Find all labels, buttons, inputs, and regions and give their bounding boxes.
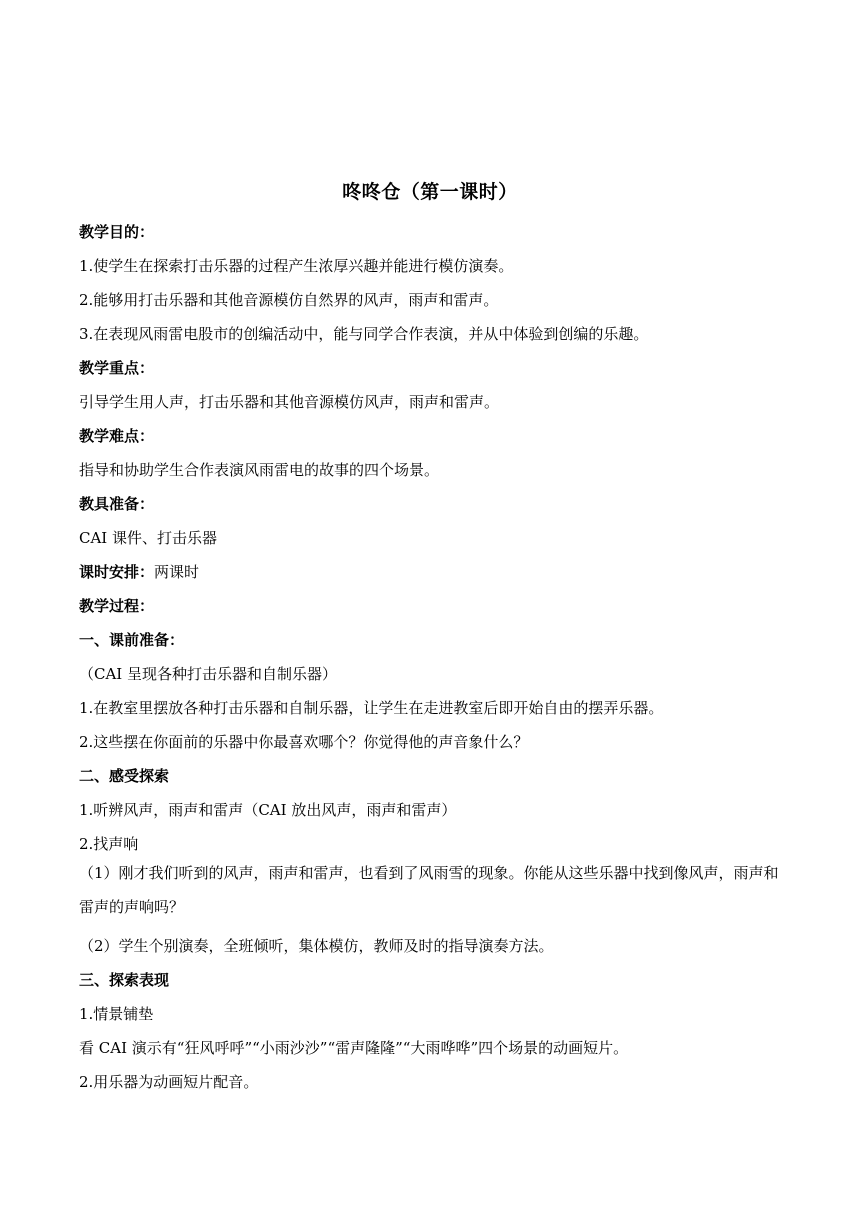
goal-item-2: 2.能够用打击乐器和其他音源模仿自然界的风声，雨声和雷声。 [79, 291, 499, 309]
focus-text: 引导学生用人声，打击乐器和其他音源模仿风声，雨声和雷声。 [79, 393, 500, 411]
tools-text: CAI 课件、打击乐器 [79, 529, 218, 547]
section3-item-1-text: 看 CAI 演示有“狂风呼呼”“小雨沙沙”“雷声隆隆”“大雨哗哗”四个场景的动画短片。 [79, 1039, 629, 1057]
schedule-text: 两课时 [154, 563, 200, 581]
goal-item-3: 3.在表现风雨雷电股市的创编活动中，能与同学合作表演，并从中体验到创编的乐趣。 [79, 325, 649, 343]
section3-item-1: 1.情景铺垫 [79, 1005, 154, 1023]
difficulty-text: 指导和协助学生合作表演风雨雷电的故事的四个场景。 [79, 461, 440, 479]
section1-item-1: 1.在教室里摆放各种打击乐器和自制乐器，让学生在走进教室后即开始自由的摆弄乐器。 [79, 699, 664, 717]
section2-item-1: 1.听辨风声，雨声和雷声（CAI 放出风声，雨声和雷声） [79, 801, 457, 819]
section3-item-2: 2.用乐器为动画短片配音。 [79, 1073, 259, 1091]
schedule-heading: 课时安排： [79, 563, 155, 581]
focus-heading: 教学重点： [79, 359, 155, 377]
section2-item-2: 2.找声响 [79, 835, 139, 853]
section2-sub-1: （1）刚才我们听到的风声，雨声和雷声，也看到了风雨雪的现象。你能从这些乐器中找到像风声，雨声和雷声的声响吗？ [79, 864, 779, 916]
section2-heading: 二、感受探索 [79, 767, 170, 785]
process-heading: 教学过程： [79, 597, 155, 615]
goal-item-1: 1.使学生在探索打击乐器的过程产生浓厚兴趣并能进行模仿演奏。 [79, 257, 514, 275]
section2-sub-2: （2）学生个别演奏，全班倾听，集体模仿，教师及时的指导演奏方法。 [79, 937, 554, 955]
section1-item-2: 2.这些摆在你面前的乐器中你最喜欢哪个？你觉得他的声音象什么？ [79, 733, 529, 751]
difficulty-heading: 教学难点： [79, 427, 155, 445]
document-title: 咚咚仓（第一课时） [342, 181, 518, 203]
section1-heading: 一、课前准备： [79, 631, 185, 649]
section3-heading: 三、探索表现 [79, 971, 170, 989]
schedule-line [79, 561, 199, 583]
section1-note: （CAI 呈现各种打击乐器和自制乐器） [79, 665, 338, 683]
goals-heading: 教学目的： [79, 223, 155, 241]
tools-heading: 教具准备： [79, 495, 155, 513]
